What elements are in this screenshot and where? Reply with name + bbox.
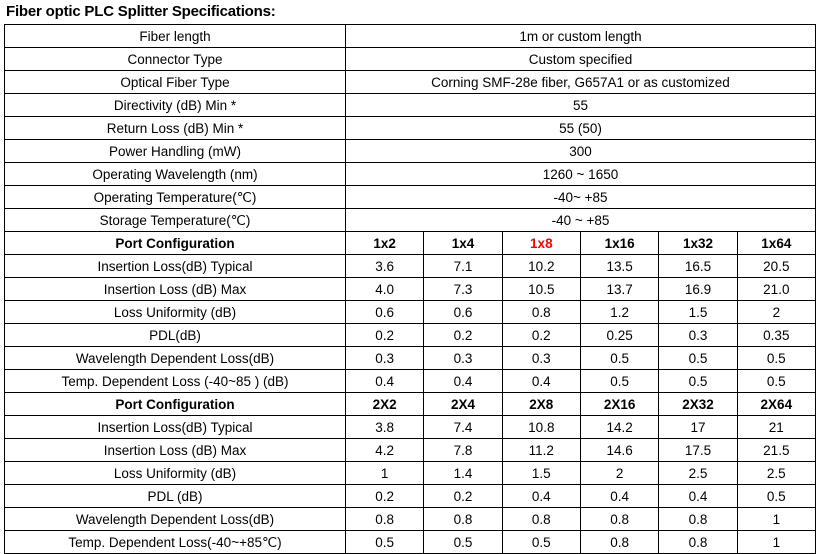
port-header-2x2: 2X2 bbox=[346, 393, 424, 416]
cell: 4.2 bbox=[346, 439, 424, 462]
row-label: Directivity (dB) Min * bbox=[5, 94, 346, 117]
cell: 0.4 bbox=[580, 485, 658, 508]
cell: 16.9 bbox=[659, 278, 737, 301]
cell: 0.4 bbox=[424, 370, 502, 393]
cell: 0.3 bbox=[346, 347, 424, 370]
port-header-2x64: 2X64 bbox=[737, 393, 815, 416]
cell: 0.4 bbox=[346, 370, 424, 393]
row-value: -40~ +85 bbox=[346, 186, 816, 209]
cell: 0.5 bbox=[737, 347, 815, 370]
table-body bbox=[5, 25, 816, 554]
table-row bbox=[5, 71, 816, 94]
cell: 0.25 bbox=[580, 324, 658, 347]
row-label: Insertion Loss (dB) Max bbox=[5, 278, 346, 301]
cell: 0.8 bbox=[659, 508, 737, 531]
row-label: Loss Uniformity (dB) bbox=[5, 462, 346, 485]
cell: 0.8 bbox=[580, 531, 658, 554]
port-header-1x16: 1x16 bbox=[580, 232, 658, 255]
table-row bbox=[5, 508, 816, 531]
table-row bbox=[5, 48, 816, 71]
cell: 13.5 bbox=[580, 255, 658, 278]
row-value: 55 (50) bbox=[346, 117, 816, 140]
table-row bbox=[5, 140, 816, 163]
row-label: Wavelength Dependent Loss(dB) bbox=[5, 347, 346, 370]
row-label: Operating Wavelength (nm) bbox=[5, 163, 346, 186]
cell: 0.2 bbox=[424, 485, 502, 508]
cell: 0.2 bbox=[424, 324, 502, 347]
cell: 0.8 bbox=[502, 301, 580, 324]
row-label: Temp. Dependent Loss(-40~+85℃) bbox=[5, 531, 346, 554]
port-configuration-header-row-1x bbox=[5, 232, 816, 255]
cell: 2 bbox=[580, 462, 658, 485]
cell: 0.8 bbox=[346, 508, 424, 531]
port-header-1x64: 1x64 bbox=[737, 232, 815, 255]
cell: 0.8 bbox=[424, 508, 502, 531]
cell: 14.2 bbox=[580, 416, 658, 439]
port-header-2x4: 2X4 bbox=[424, 393, 502, 416]
port-configuration-header-row-2x bbox=[5, 393, 816, 416]
cell: 0.5 bbox=[659, 370, 737, 393]
row-value: Custom specified bbox=[346, 48, 816, 71]
row-value: 1m or custom length bbox=[346, 25, 816, 48]
row-label: PDL (dB) bbox=[5, 485, 346, 508]
cell: 1.4 bbox=[424, 462, 502, 485]
row-value: 55 bbox=[346, 94, 816, 117]
cell: 1.5 bbox=[659, 301, 737, 324]
cell: 2.5 bbox=[737, 462, 815, 485]
cell: 0.3 bbox=[424, 347, 502, 370]
cell: 0.8 bbox=[580, 508, 658, 531]
row-label: Storage Temperature(℃) bbox=[5, 209, 346, 232]
port-header-1x4: 1x4 bbox=[424, 232, 502, 255]
cell: 2.5 bbox=[659, 462, 737, 485]
row-label: Loss Uniformity (dB) bbox=[5, 301, 346, 324]
cell: 4.0 bbox=[346, 278, 424, 301]
cell: 14.6 bbox=[580, 439, 658, 462]
row-label: Return Loss (dB) Min * bbox=[5, 117, 346, 140]
row-value: 1260 ~ 1650 bbox=[346, 163, 816, 186]
cell: 0.4 bbox=[502, 485, 580, 508]
row-label: Wavelength Dependent Loss(dB) bbox=[5, 508, 346, 531]
port-header-2x32: 2X32 bbox=[659, 393, 737, 416]
cell: 0.2 bbox=[502, 324, 580, 347]
cell: 0.5 bbox=[737, 370, 815, 393]
table-row bbox=[5, 439, 816, 462]
cell: 0.5 bbox=[502, 531, 580, 554]
specifications-table bbox=[4, 24, 816, 554]
cell: 1 bbox=[737, 531, 815, 554]
row-label: Power Handling (mW) bbox=[5, 140, 346, 163]
table-row bbox=[5, 462, 816, 485]
cell: 0.5 bbox=[737, 485, 815, 508]
port-header-1x2: 1x2 bbox=[346, 232, 424, 255]
port-configuration-label: Port Configuration bbox=[5, 232, 346, 255]
page-title: Fiber optic PLC Splitter Specifications: bbox=[6, 3, 276, 20]
table-row bbox=[5, 531, 816, 554]
table-row bbox=[5, 370, 816, 393]
cell: 1 bbox=[346, 462, 424, 485]
cell: 0.2 bbox=[346, 324, 424, 347]
table-row bbox=[5, 209, 816, 232]
cell: 16.5 bbox=[659, 255, 737, 278]
cell: 3.8 bbox=[346, 416, 424, 439]
cell: 0.2 bbox=[346, 485, 424, 508]
cell: 3.6 bbox=[346, 255, 424, 278]
port-header-1x8: 1x8 bbox=[502, 232, 580, 255]
cell: 1 bbox=[737, 508, 815, 531]
table-row bbox=[5, 278, 816, 301]
port-header-1x32: 1x32 bbox=[659, 232, 737, 255]
row-label: Temp. Dependent Loss (-40~85 ) (dB) bbox=[5, 370, 346, 393]
table-row bbox=[5, 163, 816, 186]
row-label: Fiber length bbox=[5, 25, 346, 48]
cell: 17 bbox=[659, 416, 737, 439]
cell: 0.5 bbox=[424, 531, 502, 554]
cell: 10.8 bbox=[502, 416, 580, 439]
cell: 7.4 bbox=[424, 416, 502, 439]
row-label: Operating Temperature(℃) bbox=[5, 186, 346, 209]
table-row bbox=[5, 186, 816, 209]
cell: 7.3 bbox=[424, 278, 502, 301]
cell: 0.6 bbox=[346, 301, 424, 324]
cell: 0.4 bbox=[659, 485, 737, 508]
cell: 1.2 bbox=[580, 301, 658, 324]
port-configuration-label: Port Configuration bbox=[5, 393, 346, 416]
table-row bbox=[5, 117, 816, 140]
cell: 2 bbox=[737, 301, 815, 324]
cell: 0.8 bbox=[502, 508, 580, 531]
table-row bbox=[5, 416, 816, 439]
cell: 0.4 bbox=[502, 370, 580, 393]
row-value: Corning SMF-28e fiber, G657A1 or as customized bbox=[346, 71, 816, 94]
port-header-2x16: 2X16 bbox=[580, 393, 658, 416]
cell: 1.5 bbox=[502, 462, 580, 485]
cell: 0.8 bbox=[659, 531, 737, 554]
cell: 20.5 bbox=[737, 255, 815, 278]
row-label: Insertion Loss(dB) Typical bbox=[5, 255, 346, 278]
table-row bbox=[5, 301, 816, 324]
row-label: Insertion Loss(dB) Typical bbox=[5, 416, 346, 439]
row-label: Connector Type bbox=[5, 48, 346, 71]
cell: 11.2 bbox=[502, 439, 580, 462]
table-row bbox=[5, 347, 816, 370]
row-label: Insertion Loss (dB) Max bbox=[5, 439, 346, 462]
cell: 0.6 bbox=[424, 301, 502, 324]
table-row bbox=[5, 94, 816, 117]
cell: 0.35 bbox=[737, 324, 815, 347]
row-label: PDL(dB) bbox=[5, 324, 346, 347]
row-value: 300 bbox=[346, 140, 816, 163]
cell: 0.3 bbox=[659, 324, 737, 347]
cell: 17.5 bbox=[659, 439, 737, 462]
port-header-2x8: 2X8 bbox=[502, 393, 580, 416]
cell: 0.3 bbox=[502, 347, 580, 370]
cell: 13.7 bbox=[580, 278, 658, 301]
cell: 21.5 bbox=[737, 439, 815, 462]
row-label: Optical Fiber Type bbox=[5, 71, 346, 94]
cell: 10.2 bbox=[502, 255, 580, 278]
row-value: -40 ~ +85 bbox=[346, 209, 816, 232]
cell: 0.5 bbox=[580, 370, 658, 393]
cell: 21.0 bbox=[737, 278, 815, 301]
cell: 0.5 bbox=[346, 531, 424, 554]
cell: 0.5 bbox=[580, 347, 658, 370]
cell: 7.1 bbox=[424, 255, 502, 278]
cell: 21 bbox=[737, 416, 815, 439]
table-row bbox=[5, 25, 816, 48]
table-row bbox=[5, 324, 816, 347]
table-row bbox=[5, 255, 816, 278]
table-row bbox=[5, 485, 816, 508]
cell: 10.5 bbox=[502, 278, 580, 301]
cell: 7.8 bbox=[424, 439, 502, 462]
cell: 0.5 bbox=[659, 347, 737, 370]
